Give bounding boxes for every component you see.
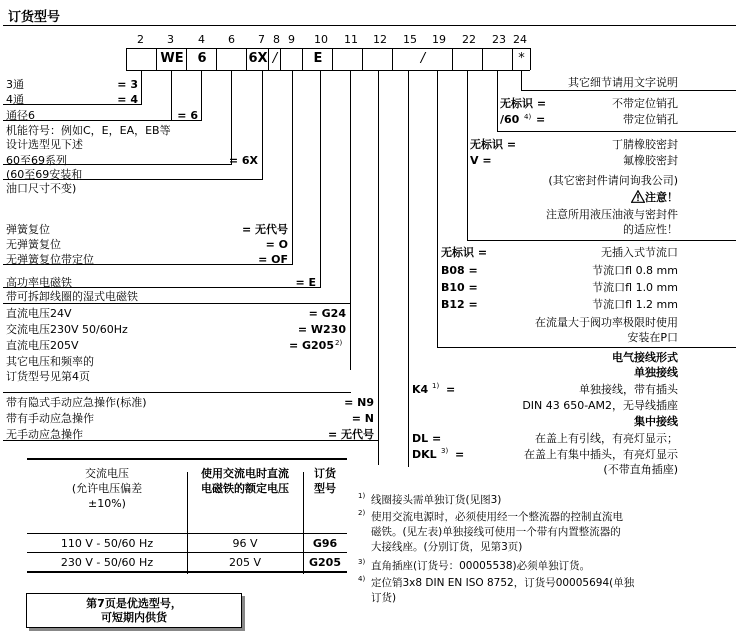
attention-label [580, 190, 678, 205]
option-label: 不带定位销孔 [612, 97, 678, 110]
code-box [332, 48, 363, 70]
attention-note: 注意所用液压油液与密封件 [546, 208, 678, 221]
central-connection-title: 集中接线 [634, 415, 678, 428]
option-code: = G24 [308, 307, 346, 320]
option-code: = W230 [297, 323, 346, 336]
footnote-text: 磁铁。(见左表)单独接线可使用一个带有内置整流器的 [371, 526, 621, 538]
table-cell: 230 V - 50/60 Hz [27, 553, 187, 573]
footnote-ref: 2) [335, 339, 343, 347]
electrical-connection-title: 电气接线形式 [612, 351, 678, 364]
option-label: 节流口fl 1.0 mm [592, 281, 678, 294]
attention-text: 注意！ [645, 191, 678, 204]
code-box [126, 48, 157, 70]
seal-other-note: (其它密封件请问询我公司) [548, 174, 678, 187]
option-code: = G205 [288, 339, 334, 352]
header-line: ±10%) [88, 497, 126, 510]
option-label: (60至69安装和 [6, 168, 83, 181]
orifice-note: 安装在P口 [627, 331, 678, 344]
option-code: = [446, 383, 456, 396]
option-label: 60至69系列 [6, 154, 67, 167]
footnote-ref: 3) [441, 447, 449, 455]
option-code: = 3 [117, 78, 138, 91]
position-number: 12 [373, 33, 387, 46]
table-cell: 205 V [187, 553, 303, 573]
option-code: = E [295, 276, 316, 289]
option-code: = 6 [177, 109, 198, 122]
option-label: 其它电压和频率的 [6, 355, 94, 368]
option-label: 机能符号：例如C，E，EA，EB等 [6, 124, 171, 137]
header-line: (允许电压偏差 [71, 482, 143, 495]
option-label: 单独接线，带有插头 [579, 383, 678, 396]
option-label: 通径6 [6, 109, 35, 122]
option-label: 丁腈橡胶密封 [612, 138, 678, 151]
option-label: 无插入式节流口 [601, 246, 678, 259]
option-label: 带定位销孔 [623, 113, 678, 126]
footnote-number: 4) [358, 575, 366, 583]
footnote-ref: 1) [432, 382, 440, 390]
position-number: 7 [258, 33, 265, 46]
option-code: B10 = [441, 281, 478, 294]
position-number: 15 [403, 33, 417, 46]
option-label: 订货型号见第4页 [6, 370, 90, 383]
option-label: 高功率电磁铁 [6, 276, 72, 289]
option-label: 交流电压230V 50/60Hz [6, 323, 128, 336]
table-divider [187, 472, 188, 574]
position-number: 22 [462, 33, 476, 46]
code-box-series: 6X [246, 48, 269, 70]
option-label: 在盖上有集中插头，有亮灯显示 [524, 448, 678, 461]
position-number: 2 [137, 33, 144, 46]
code-box-slash: / [392, 48, 453, 70]
single-connection-title: 单独接线 [634, 366, 678, 379]
code-box [362, 48, 393, 70]
option-label: 带可拆卸线圈的湿式电磁铁 [6, 290, 138, 303]
option-code: V = [470, 154, 492, 167]
code-box [482, 48, 513, 70]
option-label: 设计选型见下述 [6, 138, 83, 151]
position-number: 11 [344, 33, 358, 46]
option-label: (不带直角插座) [603, 463, 678, 476]
attention-note: 的适应性！ [623, 223, 678, 236]
footnote-text: 线圈接头需单独订货(见图3) [371, 494, 502, 506]
header-line: 交流电压 [85, 467, 129, 480]
footnote-number: 2) [358, 509, 366, 517]
code-box [452, 48, 483, 70]
option-code: K4 [412, 383, 429, 396]
option-code: B12 = [441, 298, 478, 311]
footnote-text: 大接线座。(分别订货，见第3页) [371, 541, 523, 553]
option-label: 直流电压24V [6, 307, 72, 320]
option-label: 带有手动应急操作 [6, 412, 94, 425]
footnote-text: 使用交流电源时，必须使用经一个整流器的控制直流电 [371, 511, 623, 523]
option-code: 无标识 = [470, 138, 517, 151]
option-code: B08 = [441, 264, 478, 277]
option-label: 在盖上有引线，有亮灯显示； [535, 432, 678, 445]
page-title: 订货型号 [8, 10, 61, 25]
option-label: 油口尺寸不变) [6, 182, 77, 195]
header-line: 电磁铁的额定电压 [201, 482, 289, 495]
position-number: 24 [513, 33, 527, 46]
table-cell: 110 V - 50/60 Hz [27, 534, 187, 553]
table-header-cell [303, 459, 347, 534]
header-line: 使用交流电时直流 [201, 467, 289, 480]
code-box-we: WE [156, 48, 187, 70]
table-cell: G205 [303, 553, 347, 573]
footnote-text: 直角插座(订货号：00005538)必须单独订货。 [371, 560, 591, 572]
footnote-ref: 4) [524, 113, 532, 121]
position-number: 9 [288, 33, 295, 46]
table-cell: 96 V [187, 534, 303, 553]
orifice-note: 在流量大于阀功率极限时使用 [535, 316, 678, 329]
footnote-text: 订货) [371, 592, 397, 604]
table-header-cell [187, 459, 303, 534]
option-label: 4通 [6, 93, 24, 106]
option-label: 弹簧复位 [6, 223, 50, 236]
option-code: = [455, 448, 465, 461]
option-code: = [536, 113, 546, 126]
option-code: = N9 [344, 396, 374, 409]
option-code: DKL [412, 448, 437, 461]
table-header-cell [27, 459, 187, 534]
title-divider [3, 25, 736, 26]
code-box-slash: / [268, 48, 281, 70]
code-box-size: 6 [186, 48, 217, 70]
option-code: 无标识 = [500, 97, 547, 110]
option-label: 直流电压205V [6, 339, 79, 352]
footnote-number: 3) [358, 558, 366, 566]
option-label: 带有隐式手动应急操作(标准) [6, 396, 147, 409]
preferred-types-box [26, 593, 242, 628]
table-divider [303, 472, 304, 574]
header-line: 订货 [314, 467, 336, 480]
other-details-note: 其它细节请用文字说明 [568, 76, 678, 89]
option-label: 无弹簧复位带定位 [6, 253, 94, 266]
code-box [216, 48, 247, 70]
header-line: 型号 [314, 482, 336, 495]
option-code: 无标识 = [441, 246, 488, 259]
option-code: = 6X [228, 154, 258, 167]
footnote-text: 定位销3x8 DIN EN ISO 8752，订货号00005694(单独 [371, 577, 635, 589]
code-box-e: E [302, 48, 333, 70]
position-number: 23 [492, 33, 506, 46]
option-code: = 无代号 [241, 223, 288, 236]
option-code: = O [265, 238, 288, 251]
warning-icon [631, 190, 645, 203]
option-label: 节流口fl 1.2 mm [592, 298, 678, 311]
option-code: = N [351, 412, 374, 425]
footnote-number: 1) [358, 492, 366, 500]
position-number: 4 [198, 33, 205, 46]
option-label: DIN 43 650-AM2，无导线插座 [522, 399, 678, 412]
option-label: 氟橡胶密封 [623, 154, 678, 167]
option-code: DL = [412, 432, 442, 445]
option-code: /60 [500, 113, 520, 126]
position-number: 19 [432, 33, 446, 46]
code-box [280, 48, 303, 70]
option-code: = OF [258, 253, 288, 266]
position-number: 6 [228, 33, 235, 46]
preferred-line: 第7页是优选型号， [86, 597, 182, 610]
preferred-line: 可短期内供货 [101, 611, 167, 624]
option-code: = 无代号 [327, 428, 374, 441]
position-number: 8 [273, 33, 280, 46]
option-label: 3通 [6, 78, 24, 91]
option-label: 无弹簧复位 [6, 238, 61, 251]
position-number: 3 [167, 33, 174, 46]
option-label: 无手动应急操作 [6, 428, 83, 441]
option-code: = 4 [117, 93, 138, 106]
table-cell: G96 [303, 534, 347, 553]
option-label: 节流口fl 0.8 mm [592, 264, 678, 277]
code-box-star: * [512, 48, 531, 70]
position-number: 10 [314, 33, 328, 46]
